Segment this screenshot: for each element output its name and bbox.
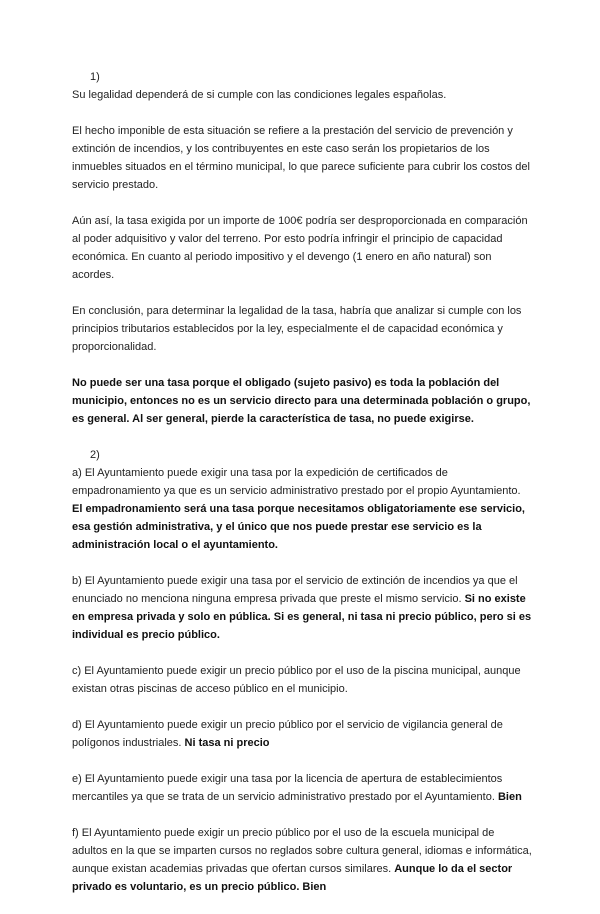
item-b: [72, 572, 532, 644]
item-b-note: Si no existe en empresa privada y solo en pública. Si es general, ni tasa ni precio público, pero si es individual es precio público.: [72, 593, 532, 641]
section-1-paragraph-1: El hecho imponible de esta situación se refiere a la prestación del servicio de prevención y extinción de incendios, y los contribuyentes en este caso serán los propietarios de los inmuebles situados en el término municipal, lo que parece suficiente para cubrir los costos del servicio prestado.: [72, 125, 530, 191]
document-page: [72, 68, 532, 914]
section-1-number: 1): [90, 71, 100, 83]
item-e-note: Bien: [497, 791, 522, 803]
item-f-note: Aunque lo da el sector privado es voluntario, es un precio público. Bien: [72, 863, 513, 893]
section-2-number: 2): [90, 449, 100, 461]
item-f: [72, 824, 532, 896]
item-f-text: f) El Ayuntamiento puede exigir un precio público por el uso de la escuela municipal de adultos en la que se imparten cursos no reglados sobre cultura general, idiomas e informática, aunque existan academias privadas que ofertan cursos similares.: [72, 827, 532, 875]
section-1-paragraph-2: Aún así, la tasa exigida por un importe de 100€ podría ser desproporcionada en comparación al poder adquisitivo y valor del terreno. Por esto podría infringir el principio de capacidad económica. En cuanto al periodo impositivo y el devengo (1 enero en año natural) son acordes.: [72, 215, 528, 281]
section-1-paragraph-3: En conclusión, para determinar la legalidad de la tasa, habría que analizar si cumple con los principios tributarios establecidos por la ley, especialmente el de capacidad económica y proporcionalidad.: [72, 305, 522, 353]
section-1-intro: Su legalidad dependerá de si cumple con las condiciones legales españolas.: [72, 89, 447, 101]
item-c: [72, 662, 532, 698]
item-e-text: e) El Ayuntamiento puede exigir una tasa por la licencia de apertura de establecimientos mercantiles ya que se trata de un servicio administrativo prestado por el Ayuntamiento.: [72, 773, 503, 803]
item-d-text: d) El Ayuntamiento puede exigir un precio público por el servicio de vigilancia general de polígonos industriales.: [72, 719, 503, 749]
item-e: [72, 770, 532, 806]
item-a-text: a) El Ayuntamiento puede exigir una tasa por la expedición de certificados de empadronamiento ya que es un servicio administrativo prestado por el propio Ayuntamiento.: [72, 467, 521, 497]
item-c-text: c) El Ayuntamiento puede exigir un precio público por el uso de la piscina municipal, aunque existan otras piscinas de acceso público en el municipio.: [72, 665, 521, 695]
section-1-bold-note: No puede ser una tasa porque el obligado (sujeto pasivo) es toda la población del municipio, entonces no es un servicio directo para una determinada población o grupo, es general. Al ser general, pierde la característica de tasa, no puede exigirse.: [72, 377, 531, 425]
item-b-text: b) El Ayuntamiento puede exigir una tasa por el servicio de extinción de incendios ya que el enunciado no menciona ninguna empresa privada que preste el mismo servicio.: [72, 575, 518, 605]
item-a: [72, 464, 532, 500]
item-d-note: Ni tasa ni precio: [184, 737, 270, 749]
item-d: [72, 716, 532, 752]
item-a-note: El empadronamiento será una tasa porque necesitamos obligatoriamente ese servicio, esa gestión administrativa, y el único que nos puede prestar ese servicio es la administración local o el ayuntamiento.: [72, 503, 525, 551]
